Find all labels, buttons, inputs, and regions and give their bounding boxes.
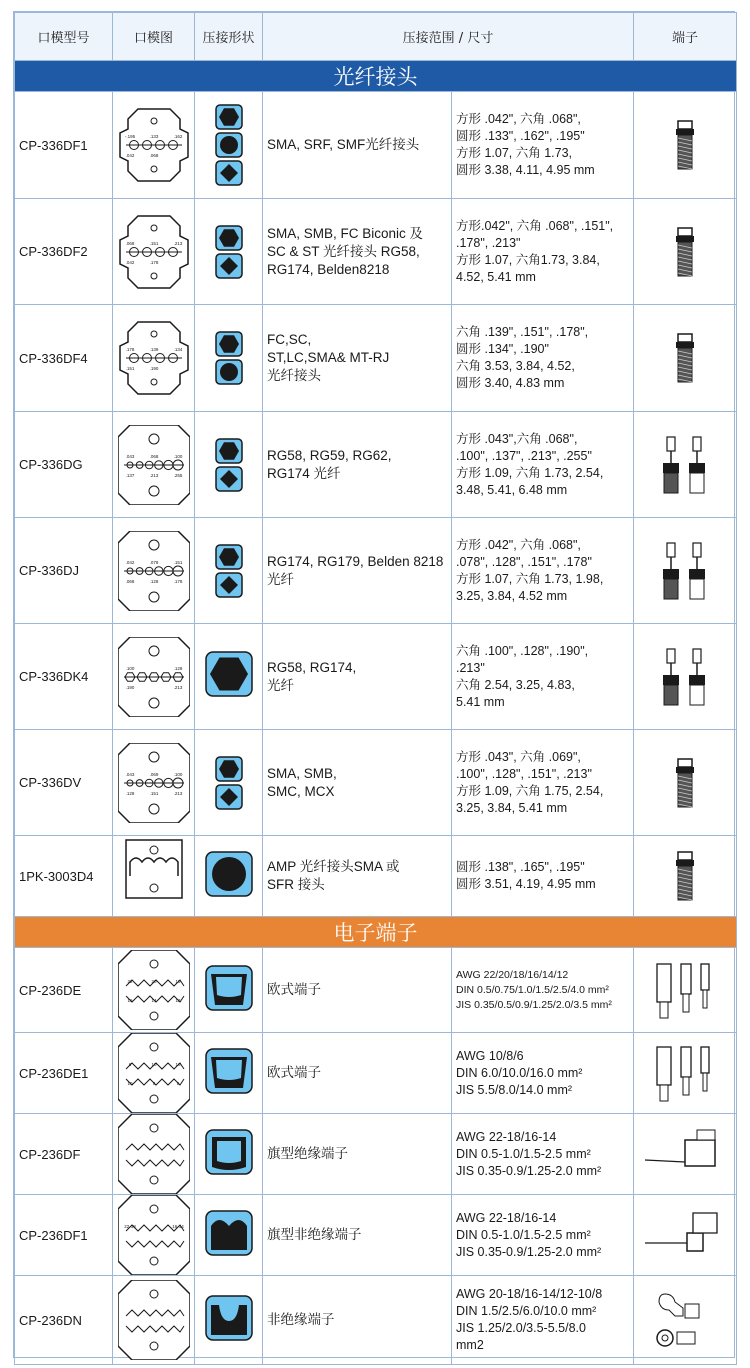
die-size-label: .100 <box>125 665 134 671</box>
text-line: AWG 22/20/18/16/14/12 <box>456 968 569 981</box>
text-line: SC & ST 光纤接头 RG58, <box>267 243 420 259</box>
crimp-shape-cell <box>195 1195 263 1276</box>
crimp-shape-cell <box>195 730 263 836</box>
terminal-cell <box>634 199 737 305</box>
die-size-label: .042 <box>125 259 134 265</box>
header-row <box>15 13 737 61</box>
text-line: RG174, Belden8218 <box>267 261 390 277</box>
text-line: 方形 1.07, 六角 1.73, 1.98, <box>456 571 604 586</box>
crimp-range <box>452 518 634 624</box>
text-line: .178", .213" <box>456 235 521 250</box>
cup-crimp-shape-icon <box>205 1048 253 1094</box>
crimp-range <box>452 836 634 917</box>
table-row <box>15 836 737 917</box>
description <box>263 1033 452 1114</box>
ring-terminal-icon <box>645 1288 725 1352</box>
die-size-label: .213 <box>173 240 182 246</box>
terminal-cell <box>634 412 737 518</box>
text-line: 圆形 .134", .190" <box>456 342 549 356</box>
description <box>263 412 452 518</box>
text-line: 方形 1.09, 六角 1.75, 2.54, <box>456 783 604 798</box>
table-row <box>15 518 737 624</box>
die-size-label: .128 <box>125 790 134 796</box>
die-size-label: 16-14 <box>171 1224 184 1229</box>
bigcircle-crimp-shape-icon <box>205 851 253 897</box>
header-range: 压接范围 / 尺寸 <box>263 13 634 61</box>
text-line: .100", .137", .213", .255" <box>456 448 592 463</box>
terminal-cell <box>634 305 737 412</box>
diamond-crimp-shape-icon <box>215 160 243 186</box>
die-size-label: 8 <box>152 1081 155 1086</box>
die-size-label: .190 <box>125 684 134 690</box>
die-size-label: .178 <box>173 578 182 584</box>
die-size-label: 6 <box>176 1081 179 1086</box>
text-line: FC,SC, <box>267 332 312 347</box>
text-line: 欧式端子 <box>267 982 321 997</box>
ferrule-terminal-icon <box>645 1041 725 1105</box>
crimp-die-drawing <box>118 1195 190 1275</box>
text-line: 3.48, 5.41, 6.48 mm <box>456 482 568 497</box>
fiber-terminal-icon <box>645 751 725 815</box>
text-line: 六角 3.53, 3.84, 4.52, <box>456 359 575 373</box>
text-line: 圆形 .133", .162", .195" <box>456 129 585 143</box>
crimp-shape-cell <box>195 518 263 624</box>
text-line: JIS 5.5/8.0/14.0 mm² <box>456 1082 573 1097</box>
description <box>263 518 452 624</box>
text-line: JIS 0.35-0.9/1.25-2.0 mm² <box>456 1163 602 1178</box>
die-size-label: .043 <box>125 771 134 777</box>
text-line: 六角 2.54, 3.25, 4.83, <box>456 677 575 692</box>
crimp-range <box>452 412 634 518</box>
text-line: 旗型非绝缘端子 <box>267 1227 362 1242</box>
section-header <box>15 917 737 948</box>
crimp-shape-cell <box>195 199 263 305</box>
die-size-label: .213 <box>173 684 182 690</box>
model-number: CP-236DF1 <box>15 1195 113 1276</box>
die-size-label: .151 <box>149 240 158 246</box>
model-number: CP-236DF <box>15 1114 113 1195</box>
header-terminal: 端子 <box>634 13 737 61</box>
bnc-terminal-icon <box>645 539 725 603</box>
table-row <box>15 1195 737 1276</box>
die-size-label: .042 <box>125 559 134 565</box>
model-number: CP-236DE <box>15 948 113 1033</box>
text-line: AWG 22-18/16-14 <box>456 1129 557 1144</box>
model-number: CP-336DJ <box>15 518 113 624</box>
crimp-die-drawing <box>118 637 190 717</box>
die-size-label: 22-18 <box>123 1224 136 1229</box>
terminal-cell <box>634 730 737 836</box>
die-image-cell <box>113 1276 195 1365</box>
crimp-die-drawing <box>118 1280 190 1360</box>
fiber-terminal-icon <box>645 844 725 908</box>
text-line: AWG 20-18/16-14/12-10/8 <box>456 1287 603 1301</box>
text-line: SMA, SMB, FC Biconic 及 <box>267 225 424 241</box>
die-size-label: .128 <box>173 665 182 671</box>
hex-crimp-shape-icon <box>215 544 243 570</box>
die-size-label: .139 <box>149 347 158 352</box>
die-size-label: .178 <box>149 259 158 265</box>
table-row <box>15 1033 737 1114</box>
crimp-shape-cell <box>195 1033 263 1114</box>
terminal-cell <box>634 948 737 1033</box>
hex-crimp-shape-icon <box>215 331 243 357</box>
table-row <box>15 1114 737 1195</box>
text-line: .078", .128", .151", .178" <box>456 554 592 569</box>
model-number: CP-336DK4 <box>15 624 113 730</box>
hex-crimp-shape-icon <box>215 438 243 464</box>
terminal-cell <box>634 92 737 199</box>
model-number: CP-336DF4 <box>15 305 113 412</box>
fiber-terminal-icon <box>645 220 725 284</box>
text-line: ST,LC,SMA& MT-RJ <box>267 350 390 365</box>
crimp-range <box>452 624 634 730</box>
crimp-range <box>452 305 634 412</box>
text-line: .100", .128", .151", .213" <box>456 766 592 781</box>
diamond-crimp-shape-icon <box>215 784 243 810</box>
model-number: CP-336DG <box>15 412 113 518</box>
text-line: 光纤接头 <box>267 368 321 383</box>
text-line: AWG 10/8/6 <box>456 1048 524 1063</box>
description <box>263 199 452 305</box>
description <box>263 1114 452 1195</box>
crimp-die-drawing <box>118 212 190 292</box>
die-image-cell <box>113 1033 195 1114</box>
table-row <box>15 730 737 836</box>
flag-non-terminal-icon <box>645 1203 725 1267</box>
hex-crimp-shape-icon <box>215 756 243 782</box>
diamond-crimp-shape-icon <box>215 466 243 492</box>
die-image-cell <box>113 836 195 917</box>
terminal-cell <box>634 1114 737 1195</box>
diamond-crimp-shape-icon <box>215 572 243 598</box>
ferrule-terminal-icon <box>645 958 725 1022</box>
header-model: 口模型号 <box>15 13 113 61</box>
description <box>263 1195 452 1276</box>
die-size-label: .213 <box>149 472 158 478</box>
text-line: 光纤 <box>267 571 294 587</box>
text-line: JIS 0.35-0.9/1.25-2.0 mm² <box>456 1244 602 1259</box>
bighex-crimp-shape-icon <box>205 651 253 697</box>
flagcup-crimp-shape-icon <box>205 1129 253 1175</box>
description <box>263 836 452 917</box>
table-row <box>15 305 737 412</box>
text-line: RG58, RG59, RG62, <box>267 447 392 463</box>
bnc-terminal-icon <box>645 645 725 709</box>
crimp-die-drawing <box>118 105 190 185</box>
circle-crimp-shape-icon <box>215 359 243 385</box>
text-line: 六角 .139", .151", .178", <box>456 325 589 339</box>
die-size-label: 6 <box>128 1062 131 1067</box>
die-image-cell <box>113 624 195 730</box>
crimp-die-drawing <box>118 425 190 505</box>
crimp-range <box>452 1276 634 1365</box>
description <box>263 305 452 412</box>
die-image-cell <box>113 305 195 412</box>
die-size-label: 16 <box>174 1062 181 1067</box>
die-size-label: .068 <box>125 578 134 584</box>
text-line: 方形 1.09, 六角 1.73, 2.54, <box>456 465 604 480</box>
description <box>263 624 452 730</box>
text-line: DIN 1.5/2.5/6.0/10.0 mm² <box>456 1304 597 1318</box>
die-size-label: .068 <box>149 153 158 158</box>
table-row <box>15 412 737 518</box>
model-number: 1PK-3003D4 <box>15 836 113 917</box>
text-line: 方形 1.07, 六角 1.73, <box>456 146 573 160</box>
text-line: 圆形 .138", .165", .195" <box>456 860 585 874</box>
wave-crimp-shape-icon <box>205 1210 253 1256</box>
text-line: 5.41 mm <box>456 694 505 709</box>
die-size-label: 14 <box>150 998 157 1003</box>
crimp-die-drawing <box>118 1114 190 1194</box>
description <box>263 948 452 1033</box>
die-size-label: .178 <box>125 347 134 352</box>
die-size-label: .128 <box>149 578 158 584</box>
terminal-cell <box>634 1276 737 1365</box>
table-row <box>15 199 737 305</box>
text-line: 方形 .042", 六角 .068", <box>456 112 581 126</box>
terminal-cell <box>634 1033 737 1114</box>
die-size-label: .100 <box>173 453 182 459</box>
text-line: SMC, MCX <box>267 783 335 799</box>
die-size-label: .162 <box>173 134 182 139</box>
flag-ins-terminal-icon <box>645 1122 725 1186</box>
crimp-shape-cell <box>195 92 263 199</box>
die-size-label: 20 <box>150 979 157 984</box>
text-line: RG58, RG174, <box>267 659 357 675</box>
die-size-label: 10 <box>150 1062 157 1067</box>
die-size-label: .078 <box>149 559 158 565</box>
die-size-label: .043 <box>125 453 134 459</box>
die-size-label: .100 <box>173 771 182 777</box>
text-line: 方形 .043",六角 .068", <box>456 431 578 446</box>
text-line: AWG 22-18/16-14 <box>456 1210 557 1225</box>
crimp-shape-cell <box>195 948 263 1033</box>
text-line: 方形 .042", 六角 .068", <box>456 537 581 552</box>
die-size-label: .068 <box>149 453 158 459</box>
crimp-range <box>452 730 634 836</box>
die-size-label: .133 <box>149 134 158 139</box>
crimp-shape-cell <box>195 624 263 730</box>
model-number: CP-336DF1 <box>15 92 113 199</box>
text-line: .213" <box>456 660 485 675</box>
die-image-cell <box>113 412 195 518</box>
crimp-range <box>452 1033 634 1114</box>
text-line: 旗型绝缘端子 <box>267 1146 348 1161</box>
section-header <box>15 61 737 92</box>
text-line: AMP 光纤接头SMA 或 <box>267 859 400 874</box>
die-size-label: 22 <box>126 979 133 984</box>
text-line: 4.52, 5.41 mm <box>456 269 536 284</box>
ucup-crimp-shape-icon <box>205 1295 253 1341</box>
crimp-die-drawing <box>118 743 190 823</box>
text-line: JIS 0.35/0.5/0.9/1.25/2.0/3.5 mm² <box>456 998 612 1011</box>
crimp-shape-cell <box>195 1114 263 1195</box>
die-size-label: 12 <box>174 998 181 1003</box>
crimp-shape-cell <box>195 836 263 917</box>
terminal-cell <box>634 624 737 730</box>
die-size-label: .213 <box>173 790 182 796</box>
die-size-label: .134 <box>173 347 182 352</box>
die-image-cell <box>113 948 195 1033</box>
text-line: 光纤 <box>267 677 294 693</box>
crimp-shape-cell <box>195 305 263 412</box>
circle-crimp-shape-icon <box>215 132 243 158</box>
table-row <box>15 624 737 730</box>
diamond-crimp-shape-icon <box>215 253 243 279</box>
model-number: CP-336DF2 <box>15 199 113 305</box>
crimp-shape-cell <box>195 1276 263 1365</box>
text-line: 3.25, 3.84, 4.52 mm <box>456 588 568 603</box>
die-size-label: .151 <box>173 559 182 565</box>
crimp-shape-cell <box>195 412 263 518</box>
header-die-image: 口模图 <box>113 13 195 61</box>
die-image-cell <box>113 1114 195 1195</box>
crimp-die-table <box>14 12 737 1365</box>
text-line: RG174 光纤 <box>267 465 341 481</box>
crimp-die-drawing <box>118 950 190 1030</box>
text-line: SMA, SMB, <box>267 765 337 781</box>
description <box>263 730 452 836</box>
die-image-cell <box>113 199 195 305</box>
text-line: 方形 .043", 六角 .069", <box>456 749 581 764</box>
text-line: DIN 0.5/0.75/1.0/1.5/2.5/4.0 mm² <box>456 983 609 996</box>
text-line: SMA, SRF, SMF光纤接头 <box>267 137 420 152</box>
text-line: DIN 0.5-1.0/1.5-2.5 mm² <box>456 1146 591 1161</box>
text-line: mm2 <box>456 1338 484 1352</box>
header-crimp-shape: 压接形状 <box>195 13 263 61</box>
text-line: 圆形 3.40, 4.83 mm <box>456 376 565 390</box>
bnc-terminal-icon <box>645 433 725 497</box>
terminal-cell <box>634 518 737 624</box>
crimp-range <box>452 1114 634 1195</box>
hex-crimp-shape-icon <box>215 225 243 251</box>
text-line: 圆形 3.51, 4.19, 4.95 mm <box>456 877 596 891</box>
terminal-cell <box>634 1195 737 1276</box>
die-size-label: .151 <box>149 790 158 796</box>
text-line: 非绝缘端子 <box>267 1312 335 1327</box>
die-size-label: .151 <box>125 366 134 371</box>
die-size-label: 18 <box>174 979 181 984</box>
fiber-terminal-icon <box>645 113 725 177</box>
table-row <box>15 92 737 199</box>
table-row <box>15 1276 737 1365</box>
die-size-label: .255 <box>173 472 182 478</box>
text-line: 3.25, 3.84, 5.41 mm <box>456 800 568 815</box>
die-size-label: 10 <box>126 1081 133 1086</box>
text-line: 六角 .100", .128", .190", <box>456 643 589 658</box>
die-size-label: .190 <box>149 366 158 371</box>
die-image-cell <box>113 92 195 199</box>
text-line: 欧式端子 <box>267 1065 321 1080</box>
crimp-range <box>452 199 634 305</box>
text-line: SFR 接头 <box>267 877 325 892</box>
crimp-range <box>452 1195 634 1276</box>
cup-crimp-shape-icon <box>205 965 253 1011</box>
crimp-die-drawing <box>118 318 190 398</box>
text-line: JIS 1.25/2.0/3.5-5.5/8.0 <box>456 1321 586 1335</box>
table-row <box>15 948 737 1033</box>
fiber-terminal-icon <box>645 326 725 390</box>
model-number: CP-336DV <box>15 730 113 836</box>
die-size-label: .137 <box>125 472 134 478</box>
die-size-label: .068 <box>125 240 134 246</box>
terminal-cell <box>634 836 737 917</box>
die-size-label: 16 <box>126 998 133 1003</box>
description <box>263 92 452 199</box>
description <box>263 1276 452 1365</box>
hex-crimp-shape-icon <box>215 104 243 130</box>
die-size-label: .069 <box>149 771 158 777</box>
section-title: 电子端子 <box>15 917 737 948</box>
model-number: CP-236DN <box>15 1276 113 1365</box>
die-size-label: .042 <box>125 153 134 158</box>
text-line: RG174, RG179, Belden 8218 <box>267 553 444 569</box>
crimp-die-drawing <box>118 836 190 916</box>
die-image-cell <box>113 730 195 836</box>
text-line: 方形 1.07, 六角1.73, 3.84, <box>456 252 600 267</box>
section-title: 光纤接头 <box>15 61 737 92</box>
crimp-range <box>452 92 634 199</box>
crimp-die-drawing <box>118 1033 190 1113</box>
die-size-label: -.195 <box>124 134 135 139</box>
text-line: 方形.042", 六角 .068", .151", <box>456 218 614 233</box>
crimp-range <box>452 948 634 1033</box>
product-table-frame <box>13 11 735 1358</box>
text-line: DIN 6.0/10.0/16.0 mm² <box>456 1065 583 1080</box>
text-line: 圆形 3.38, 4.11, 4.95 mm <box>456 163 595 177</box>
die-image-cell <box>113 1195 195 1276</box>
crimp-die-drawing <box>118 531 190 611</box>
text-line: DIN 0.5-1.0/1.5-2.5 mm² <box>456 1227 591 1242</box>
die-image-cell <box>113 518 195 624</box>
model-number: CP-236DE1 <box>15 1033 113 1114</box>
